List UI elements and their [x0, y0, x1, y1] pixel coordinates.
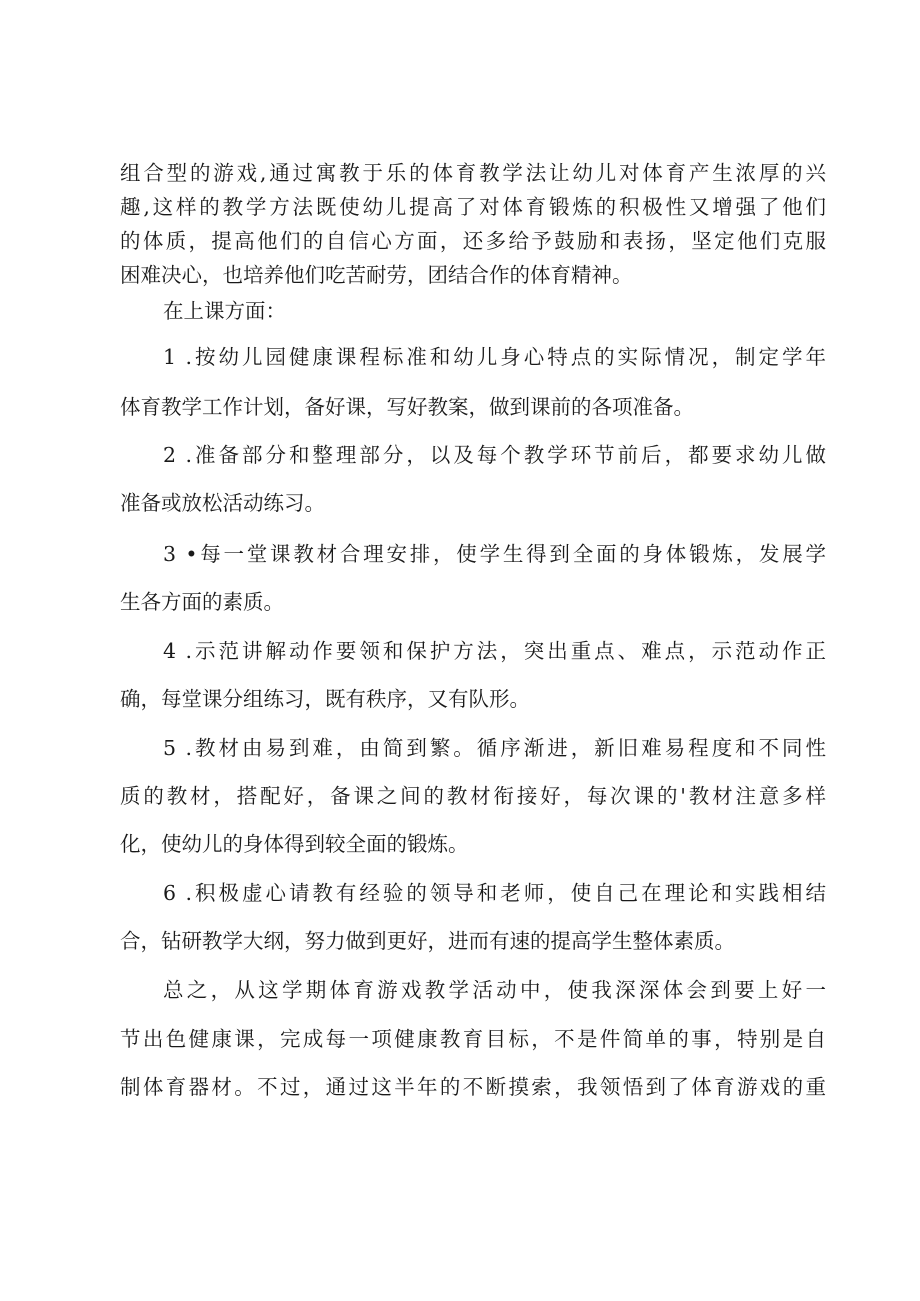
- item-4-line-1: 4 .示范讲解动作要领和保护方法，突出重点、难点，示范动作正: [163, 639, 826, 663]
- paragraph-1-line-1: 组合型的游戏,通过寓教于乐的体育教学法让幼儿对体育产生浓厚的兴: [120, 161, 826, 185]
- item-5-line-1: 5 .教材由易到难，由简到繁。循序渐进，新旧难易程度和不同性: [163, 736, 826, 760]
- summary-line-3: 制体育器材。不过，通过这半年的不断摸索，我领悟到了体育游戏的重: [120, 1075, 826, 1099]
- item-3-line-1: 3 •每一堂课教材合理安排，使学生得到全面的身体锻炼，发展学: [163, 542, 826, 566]
- item-2-line-2: 准备或放松活动练习。: [120, 491, 325, 515]
- paragraph-1-line-2: 趣,这样的教学方法既使幼儿提高了对体育锻炼的积极性又增强了他们: [120, 195, 826, 219]
- item-5-line-3: 化，使幼儿的身体得到较全面的锻炼。: [120, 832, 469, 856]
- item-2-line-1: 2 .准备部分和整理部分，以及每个教学环节前后，都要求幼儿做: [163, 443, 826, 467]
- paragraph-1-line-4: 困难决心，也培养他们吃苦耐劳，团结合作的体育精神。: [120, 263, 633, 287]
- item-4-line-2: 确，每堂课分组练习，既有秩序，又有队形。: [120, 687, 530, 711]
- item-1-line-2: 体育教学工作计划，备好课，写好教案，做到课前的各项准备。: [120, 395, 694, 419]
- item-3-line-2: 生各方面的素质。: [120, 590, 284, 614]
- item-5-line-2: 质的教材，搭配好，备课之间的教材衔接好，每次课的'教材注意多样: [120, 784, 826, 808]
- item-6-line-2: 合，钻研教学大纲，努力做到更好，进而有速的提高学生整体素质。: [120, 929, 735, 953]
- item-1-line-1: 1 .按幼儿园健康课程标准和幼儿身心特点的实际情况，制定学年: [163, 345, 826, 369]
- summary-line-2: 节出色健康课，完成每一项健康教育目标，不是件简单的事，特别是自: [120, 1027, 826, 1051]
- section-heading-classes: 在上课方面：: [163, 299, 286, 323]
- item-6-line-1: 6 .积极虚心请教有经验的领导和老师，使自己在理论和实践相结: [163, 881, 826, 905]
- summary-line-1: 总之，从这学期体育游戏教学活动中，使我深深体会到要上好一: [163, 978, 826, 1002]
- paragraph-1-line-3: 的体质，提高他们的自信心方面，还多给予鼓励和表扬，坚定他们克服: [120, 229, 826, 253]
